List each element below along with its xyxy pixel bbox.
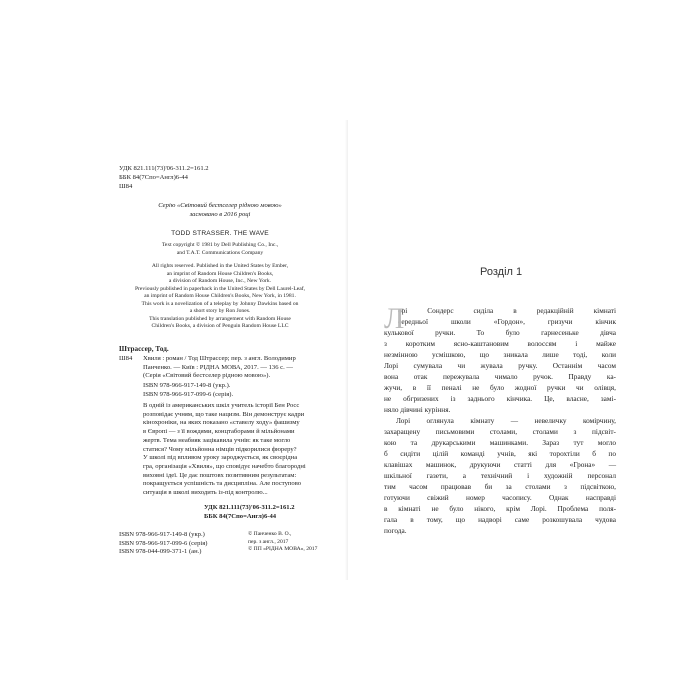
isbn-line: ISBN 978-966-917-149-8 (укр.). — [143, 382, 231, 389]
annotation-line: В одній із американських шкіл учитель історії Бен Росс — [143, 402, 300, 409]
copyright-line: and T.A.T. Communications Company — [176, 249, 264, 256]
paragraph-line: в кімнаті не було нікого, крім Лорі. Проблема поля- — [384, 504, 616, 513]
paragraph-line: вона отак пережувала чимало ручок. Правду ка- — [384, 372, 616, 381]
catalog-code: Ш84 — [119, 355, 133, 362]
paragraph-line: кою та друкарськими машинками. Зараз тут могло — [384, 438, 616, 447]
copyright-bottom-line: пер. з англ., 2017 — [248, 538, 289, 545]
annotation-line: виховні ідеї. Це дає поштовх позитивним результатам: — [143, 471, 297, 479]
series-note-line1: Серію «Світовий бестселер рідною мовою» — [158, 202, 282, 209]
udk-code-top: УДК 821.111(73)'06-311.2=161.2 — [119, 165, 209, 172]
copyright-line: Text copyright © 1981 by Dell Publishing Co., Inc., — [161, 242, 279, 248]
isbn-bottom-line: ISBN 978-966-917-149-8 (укр.) — [119, 531, 205, 538]
rights-line: Children's Books, a division of Penguin Random House LLC — [151, 323, 289, 329]
paragraph-line: Лорі оглянула кімнату — невеличку комірчину, — [396, 416, 616, 425]
catalog-description — [143, 355, 325, 381]
left-page-imprint — [0, 0, 348, 700]
catalog-line: Хвиля : роман / Тод Штрассер; пер. з англ. Володимир — [143, 355, 296, 362]
paragraph-line: шкільної газети, а технічний і художній персонал — [384, 471, 616, 480]
paragraph-line: не обгризених із заднього кінчика. Це, власне, замі- — [384, 394, 616, 403]
paragraph-line: з коротким ясно-каштановим волоссям і майже — [384, 339, 616, 348]
isbn-bottom-line: ISBN 978-966-917-099-6 (серія) — [119, 539, 208, 547]
rights-notice — [110, 263, 330, 331]
rights-line: a short story by Ron Jones. — [189, 308, 251, 314]
rights-line: a division of Random House, Inc., New York. — [168, 278, 272, 284]
paragraph-line: б сидіти цілій команді учнів, які торохтіли б по — [384, 449, 616, 458]
annotation-line: покращується успішність та дисципліна. Але поступово — [143, 480, 302, 488]
annotation-line: жертв. Тема неабияк зацікавила учнів: як таке могло — [143, 436, 291, 444]
isbn-bottom-line: ISBN 978-044-099-371-1 (ан.) — [119, 548, 202, 556]
rights-line: an imprint of Random House Children's Books, New York, in 1981. — [144, 293, 296, 299]
paragraph-line: клавішах машинок, друкуючи статті для «Грона» — — [384, 460, 616, 469]
copyright-bottom-block — [248, 531, 317, 554]
paragraph-line: незмінною усмішкою, що зникала лише тоді, коли — [384, 350, 616, 359]
original-title: TODD STRASSER. THE WAVE — [171, 230, 269, 237]
paragraph-line: середньої школи «Гордон», гризучи кінчик — [398, 317, 616, 326]
paragraph-line: няло дівчині куріння. — [384, 405, 451, 414]
isbn-bottom-block — [119, 531, 207, 557]
drop-cap-letter: Л — [384, 302, 405, 335]
catalog-line: (Серія «Світовий бестселер рідною мовою»). — [143, 372, 271, 380]
rights-line: Previously published in paperback in the United States by Dell Laurel-Leaf, — [134, 285, 306, 292]
annotation-line: в Європі — з її вождями, концтаборами й мільйонами — [143, 428, 295, 436]
annotation-line: У школі під впливом уроку зароджується, як своєрідна — [143, 454, 298, 462]
annotation-line: кінохроніки, на яких показано «ставелу ходу» фашизму — [143, 419, 300, 427]
rights-line: This translation published by arrangement with Random House — [149, 315, 291, 322]
paragraph-line: кулькової ручки. То було гарнесеньке дівча — [384, 328, 616, 337]
copyright-bottom-line: © Панченко В. О., — [248, 531, 292, 537]
annotation-line: розповідає учням, що таке нацизм. Він демонструє кадри — [143, 410, 305, 418]
series-note-line2: засновано в 2016 році — [189, 211, 251, 218]
author-code-top: Ш84 — [119, 183, 133, 190]
paragraph-line: готуючи свіжий номер часопису. Однак насправді — [384, 493, 616, 502]
udk-code-bottom: УДК 821.111(73)'06-311.2=161.2 — [204, 504, 295, 511]
paragraph-line: тим часом працював би за столами з підсвіткою, — [384, 482, 616, 491]
chapter-title: Розділ 1 — [480, 266, 523, 278]
annotation-line: ситуація в школі виходить із-під контролю... — [143, 489, 268, 497]
paragraph-line: Лорі сумувала чи жувала ручку. Останнім часом — [384, 361, 616, 370]
paragraph-2 — [384, 415, 616, 536]
paragraph-line: гала в тому, що надворі саме розкошувала чудова — [384, 515, 616, 524]
isbn-block — [143, 382, 233, 399]
annotation-line: гра, організація «Хвиля», що сповідує начебто благородні — [143, 462, 306, 470]
annotation — [143, 402, 325, 498]
paragraph-line: жучи, в її пеналі не було жодної ручки чи олівця, — [384, 383, 616, 392]
bbk-code-top: ББК 84(7Спо=Англ)6-44 — [119, 174, 188, 181]
paragraph-line: орі Сондерс сиділа в редакційній кімнаті — [398, 306, 616, 315]
paragraph-line: погода. — [384, 526, 407, 535]
paragraph-1 — [384, 302, 616, 415]
chapter-body — [384, 302, 616, 536]
rights-line: All rights reserved. Published in the United States by Ember, — [151, 263, 289, 269]
paragraph-line: захаращену письмовими столами, столами з підсвіт- — [384, 427, 616, 436]
bbk-code-bottom: ББК 84(7Спо=Англ)6-44 — [204, 513, 277, 520]
rights-line: an imprint of Random House Children's Books, — [166, 270, 274, 277]
rights-line: This work is a novelization of a teleplay by Johnny Dawkins based on — [141, 300, 299, 307]
isbn-line: ISBN 978-966-917-099-6 (серія). — [143, 390, 234, 398]
catalog-author-heading: Штрассер, Тод. — [119, 345, 169, 353]
annotation-line: статися? Чому мільйонна німців підкорилися фюреру? — [143, 445, 297, 453]
right-page-chapter — [348, 0, 700, 700]
catalog-line: Панченко. — Київ : РІДНА МОВА, 2017. — 136 с. — — [143, 363, 293, 371]
copyright-bottom-line: © ПП «РІДНА МОВА», 2017 — [248, 546, 318, 552]
copyright-notice — [110, 242, 330, 257]
